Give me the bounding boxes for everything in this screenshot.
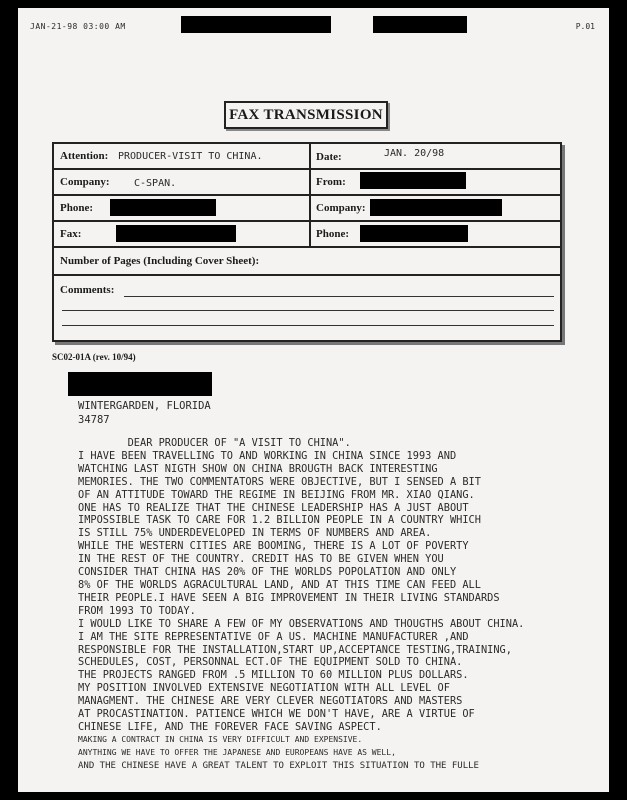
date-value: JAN. 20/98	[384, 148, 445, 159]
letter-line: RESPONSIBLE FOR THE INSTALLATION,START UP,ACCEPTANCE TESTING,TRAINING,	[78, 643, 512, 656]
fax-header-datetime: JAN-21-98 03:00 AM	[30, 22, 126, 31]
redaction-block	[370, 199, 502, 216]
comments-line	[124, 296, 554, 297]
letter-line: IN THE REST OF THE COUNTRY. CREDIT HAS TO BE GIVEN WHEN YOU	[78, 553, 444, 566]
company2-label: Company:	[316, 202, 366, 214]
comments-line	[62, 325, 554, 326]
redaction-block	[68, 372, 212, 396]
letter-line: AT PROCASTINATION. PATIENCE WHICH WE DON'T HAVE, ARE A VIRTUE OF	[78, 708, 475, 721]
company-label: Company:	[60, 176, 110, 188]
comments-line	[62, 310, 554, 311]
fax-transmission-title: FAX TRANSMISSION	[224, 101, 388, 129]
letter-line: MEMORIES. THE TWO COMMENTATORS WERE OBJECTIVE, BUT I SENSED A BIT	[78, 475, 481, 488]
letter-line: THE PROJECTS RANGED FROM .5 MILLION TO 60 MILLION PLUS DOLLARS.	[78, 669, 469, 682]
attention-value: PRODUCER-VISIT TO CHINA.	[118, 151, 263, 162]
letter-line: IMPOSSIBLE TASK TO CARE FOR 1.2 BILLION PEOPLE IN A COUNTRY WHICH	[78, 514, 481, 527]
letter-line: MY POSITION INVOLVED EXTENSIVE NEGOTIATION WITH ALL LEVEL OF	[78, 682, 450, 695]
redaction-block	[360, 172, 466, 189]
letter-line: I HAVE BEEN TRAVELLING TO AND WORKING IN CHINA SINCE 1993 AND	[78, 449, 457, 462]
fax-label: Fax:	[60, 228, 82, 240]
phone-label: Phone:	[60, 202, 93, 214]
address-zip: 34787	[78, 414, 110, 426]
letter-line: CONSIDER THAT CHINA HAS 20% OF THE WORLDS POPOLATION AND ONLY	[78, 566, 457, 579]
letter-line: MANAGMENT. THE CHINESE ARE VERY CLEVER NEGOTIATORS AND MASTERS	[78, 695, 463, 708]
fax-page	[18, 8, 609, 792]
form-row-fax	[54, 222, 560, 248]
letter-line: THEIR PEOPLE.I HAVE SEEN A BIG IMPROVEMENT IN THEIR LIVING STANDARDS	[78, 591, 500, 604]
redaction-block	[360, 225, 468, 242]
letter-line: ONE HAS TO REALIZE THAT THE CHINESE LEADERSHIP HAS A JUST ABOUT	[78, 501, 469, 514]
letter-line: I WOULD LIKE TO SHARE A FEW OF MY OBSERVATIONS AND THOUGTHS ABOUT CHINA.	[78, 617, 525, 630]
form-row-pages	[54, 248, 560, 276]
letter-line: I AM THE SITE REPRESENTATIVE OF A US. MACHINE MANUFACTURER ,AND	[78, 630, 469, 643]
from-label: From:	[316, 176, 346, 188]
letter-line: FROM 1993 TO TODAY.	[78, 604, 196, 617]
form-row-company	[54, 170, 560, 196]
letter-line: DEAR PRODUCER OF "A VISIT TO CHINA".	[78, 437, 351, 449]
letter-line: ANYTHING WE HAVE TO OFFER THE JAPANESE AND EUROPEANS HAVE AS WELL,	[78, 747, 396, 757]
fax-header-page-number: P.01	[575, 22, 595, 31]
number-of-pages-label: Number of Pages (Including Cover Sheet):	[60, 255, 260, 267]
letter-body	[78, 437, 608, 773]
letter-line: 8% OF THE WORLDS AGRACULTURAL LAND, AND AT THIS TIME CAN FEED ALL	[78, 578, 481, 591]
letter-line: MAKING A CONTRACT IN CHINA IS VERY DIFFICULT AND EXPENSIVE.	[78, 734, 363, 744]
attention-label: Attention:	[60, 150, 109, 162]
redaction-block	[373, 16, 467, 33]
form-row-attention	[54, 144, 560, 170]
redaction-block	[116, 225, 236, 242]
letter-line: SCHEDULES, COST, PERSONNAL ECT.OF THE EQUIPMENT SOLD TO CHINA.	[78, 656, 463, 669]
comments-label: Comments:	[60, 284, 115, 296]
date-label: Date:	[316, 151, 342, 163]
letter-line: CHINESE LIFE, AND THE FOREVER FACE SAVING ASPECT.	[78, 720, 382, 733]
letter-line: WHILE THE WESTERN CITIES ARE BOOMING, THERE IS A LOT OF POVERTY	[78, 540, 469, 553]
letter-line: WATCHING LAST NIGTH SHOW ON CHINA BROUGTH BACK INTERESTING	[78, 462, 438, 475]
letter-line: OF AN ATTITUDE TOWARD THE REGIME IN BEIJING FROM MR. XIAO QIANG.	[78, 488, 475, 501]
form-code: SC02-01A (rev. 10/94)	[52, 352, 136, 362]
company-value: C-SPAN.	[134, 178, 177, 189]
address-city-state: WINTERGARDEN, FLORIDA	[78, 400, 211, 412]
letter-line: AND THE CHINESE HAVE A GREAT TALENT TO EXPLOIT THIS SITUATION TO THE FULLE	[78, 760, 479, 771]
redaction-block	[181, 16, 331, 33]
redaction-block	[110, 199, 216, 216]
phone2-label: Phone:	[316, 228, 349, 240]
form-row-phone	[54, 196, 560, 222]
letter-line: IS STILL 75% UNDERDEVELOPED IN TERMS OF NUMBERS AND AREA.	[78, 527, 432, 540]
cover-sheet-form	[52, 142, 562, 342]
